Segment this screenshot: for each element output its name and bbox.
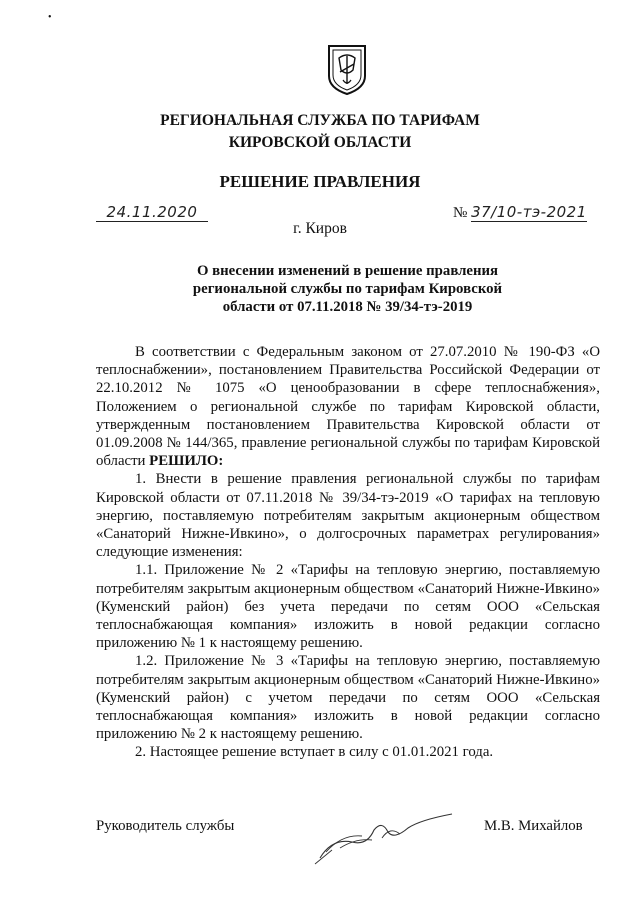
city: г. Киров (293, 220, 347, 237)
decided-word: РЕШИЛО: (149, 453, 224, 470)
handwritten-signature (312, 808, 462, 868)
item-2: 2. Настоящее решение вступает в силу с 01.01.2021 года. (135, 744, 494, 761)
subject-line-3: области от 07.11.2018 № 39/34-тэ-2019 (222, 299, 473, 315)
document-subject (150, 262, 545, 316)
number-sign: № (453, 205, 468, 221)
item-1-2: 1.2. Приложение № 3 «Тарифы на тепловую энергию, поставляемую потребителям закрытым акционерным обществом «Санаторий Нижне-Ивкино» (Куменский район) с учетом передачи по сетям ООО «Сельская теплоснабжающая компания» изложить в новой редакции согласно приложению № 2 к настоящему решению. (96, 653, 600, 743)
signatory-name: М.В. Михайлов (484, 818, 583, 834)
item-1-1: 1.1. Приложение № 2 «Тарифы на тепловую энергию, поставляемую потребителям закрытым акционерным обществом «Санаторий Нижне-Ивкино» (Куменский район) без учета передачи по сетям ООО «Сельская теплоснабжающая компания» изложить в новой редакции согласно приложению № 1 к настоящему решению. (96, 562, 600, 652)
org-line-2: КИРОВСКОЙ ОБЛАСТИ (228, 134, 412, 151)
signatory-position: Руководитель службы (96, 818, 235, 834)
preamble-paragraph (96, 343, 600, 470)
document-body (96, 343, 600, 762)
issuing-authority (0, 110, 640, 154)
subject-line-1: О внесении изменений в решение правления (196, 263, 499, 279)
subject-line-2: региональной службы по тарифам Кировской (192, 281, 503, 297)
item-1: 1. Внести в решение правления региональной службы по тарифам Кировской области от 07.11.2018 № 39/34-тэ-2019 «О тарифах на тепловую энергию, поставляемую потребителям закрытым акционерным обществом «Санаторий Нижне-Ивкино», о долгосрочных параметрах регулирования» следующие изменения: (96, 471, 600, 561)
org-line-1: РЕГИОНАЛЬНАЯ СЛУЖБА ПО ТАРИФАМ (160, 112, 480, 129)
document-number: 37/10-тэ-2021 (471, 203, 587, 221)
document-date: 24.11.2020 (96, 203, 208, 222)
coat-of-arms-icon (325, 42, 369, 96)
corner-mark: • (48, 12, 52, 23)
document-type: РЕШЕНИЕ ПРАВЛЕНИЯ (219, 172, 421, 191)
preamble-text: В соответствии с Федеральным законом от 27.07.2010 № 190-ФЗ «О теплоснабжении», постановлением Правительства Российской Федерации от 22.10.2012 № 1075 «О ценообразовании в сфере теплоснабжения», Положением о региональной службе по тарифам Кировской области, утвержденным постановлением Правительства Кировской области от 01.09.2008 № 144/365, правление региональной службы по тарифам Кировской области (96, 344, 600, 470)
